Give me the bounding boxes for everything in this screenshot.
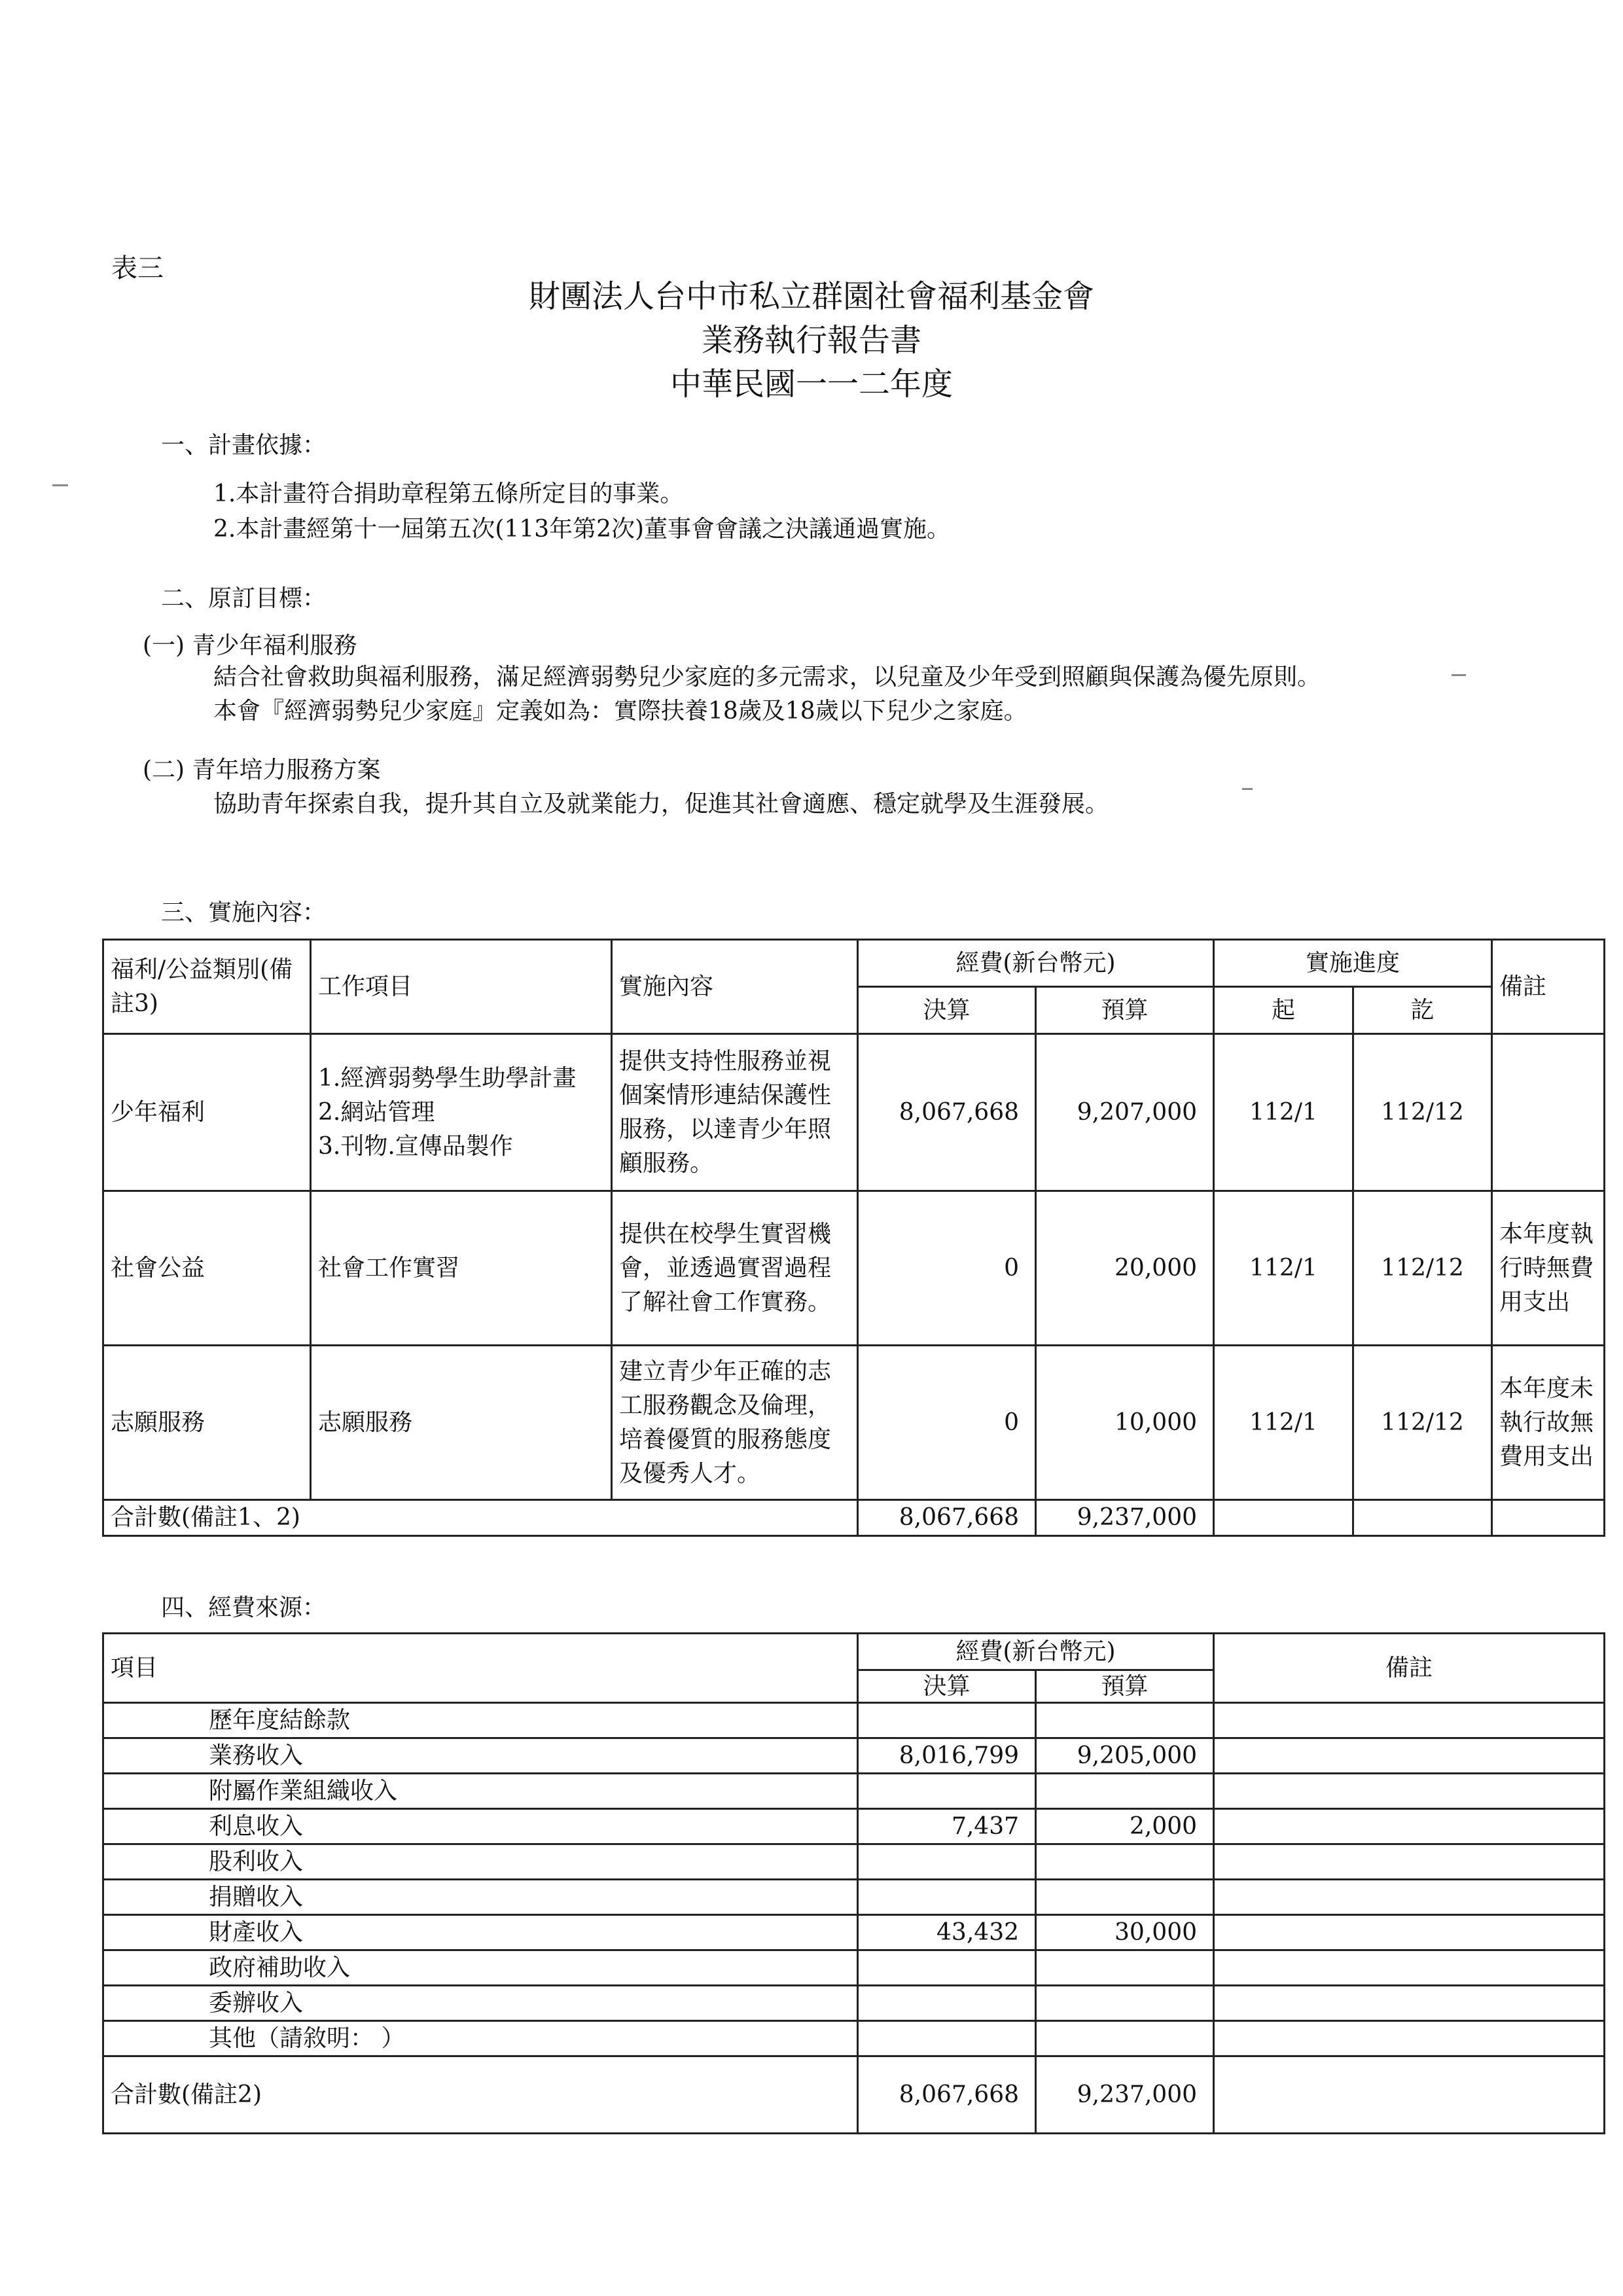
header-item: 工作項目 (311, 940, 612, 1034)
row-end: 112/12 (1353, 1034, 1492, 1191)
scan-speck (52, 484, 68, 486)
scan-speck (1452, 674, 1466, 676)
row-label: 股利收入 (103, 1844, 858, 1880)
header-content: 實施內容 (612, 940, 858, 1034)
row-content: 建立青少年正確的志工服務觀念及倫理，培養優質的服務態度及優秀人才。 (612, 1346, 858, 1500)
row-label: 業務收入 (103, 1738, 858, 1774)
total-start (1214, 1500, 1353, 1536)
row-content: 提供在校學生實習機會，並透過實習過程了解社會工作實務。 (612, 1191, 858, 1346)
org-title: 財團法人台中市私立群園社會福利基金會 (528, 278, 1094, 315)
header-item: 項目 (103, 1634, 858, 1703)
row-category: 志願服務 (103, 1346, 311, 1500)
header-budget: 預算 (1036, 1670, 1214, 1703)
row-actual: 8,016,799 (858, 1738, 1036, 1774)
row-label: 政府補助收入 (103, 1950, 858, 1986)
table-tag: 表三 (111, 253, 164, 283)
goal-line: 結合社會救助與福利服務，滿足經濟弱勢兒少家庭的多元需求，以兒童及少年受到照顧與保護為優先原則。 (213, 664, 1321, 691)
total-label: 合計數(備註1、2) (103, 1500, 858, 1536)
row-remark (1214, 1986, 1605, 2021)
row-label: 其他（請敘明： ） (103, 2021, 858, 2056)
row-item: 志願服務 (318, 1408, 413, 1436)
row-budget (1036, 1703, 1214, 1738)
row-item: 2.網站管理 (318, 1098, 435, 1126)
table-row (103, 1738, 1605, 1774)
row-remark (1214, 1738, 1605, 1774)
table-row (103, 1986, 1605, 2021)
section1-item: 2.本計畫經第十一屆第五次(113年第2次)董事會會議之決議通過實施。 (213, 516, 951, 543)
row-actual (858, 1950, 1036, 1986)
header-actual: 決算 (858, 987, 1036, 1034)
total-remark (1492, 1500, 1605, 1536)
table-row (103, 1950, 1605, 1986)
report-title: 業務執行報告書 (701, 322, 921, 359)
row-actual: 7,437 (858, 1809, 1036, 1844)
header-category: 福利/公益類別(備註3) (103, 940, 311, 1034)
row-budget: 10,000 (1036, 1346, 1214, 1500)
table-row (103, 1034, 1605, 1191)
header-remark: 備註 (1492, 940, 1605, 1034)
section1-heading: 一、計畫依據： (161, 432, 327, 459)
section2-heading: 二、原訂目標： (161, 585, 327, 612)
row-items (311, 1346, 612, 1500)
total-remark (1214, 2056, 1605, 2134)
table-row (103, 2021, 1605, 2056)
total-actual: 8,067,668 (858, 2056, 1036, 2134)
header-funds: 經費(新台幣元) (858, 1634, 1214, 1670)
row-budget: 9,205,000 (1036, 1738, 1214, 1774)
goal-title: (一) 青少年福利服務 (143, 632, 357, 659)
table-row (103, 1809, 1605, 1844)
section1-item: 1.本計畫符合捐助章程第五條所定目的事業。 (213, 480, 684, 507)
row-actual (858, 1986, 1036, 2021)
header-actual: 決算 (858, 1670, 1036, 1703)
row-budget (1036, 1986, 1214, 2021)
table-row (103, 1915, 1605, 1950)
total-budget: 9,237,000 (1036, 2056, 1214, 2134)
goal-line: 協助青年探索自我，提升其自立及就業能力，促進其社會適應、穩定就學及生涯發展。 (213, 791, 1109, 817)
row-remark (1492, 1034, 1605, 1191)
row-budget (1036, 1774, 1214, 1809)
table-row (103, 1774, 1605, 1809)
row-end: 112/12 (1353, 1346, 1492, 1500)
row-label: 捐贈收入 (103, 1880, 858, 1915)
row-budget (1036, 2021, 1214, 2056)
table-row (103, 1844, 1605, 1880)
row-actual (858, 1880, 1036, 1915)
row-remark (1214, 1880, 1605, 1915)
total-budget: 9,237,000 (1036, 1500, 1214, 1536)
scan-speck (1242, 788, 1253, 790)
row-actual: 43,432 (858, 1915, 1036, 1950)
table-row (103, 1703, 1605, 1738)
total-end (1353, 1500, 1492, 1536)
row-start: 112/1 (1214, 1346, 1353, 1500)
row-remark (1214, 1703, 1605, 1738)
row-budget: 9,207,000 (1036, 1034, 1214, 1191)
total-row (103, 2056, 1605, 2134)
header-remark: 備註 (1214, 1634, 1605, 1703)
header-progress: 實施進度 (1214, 940, 1492, 987)
row-items (311, 1034, 612, 1191)
row-budget (1036, 1844, 1214, 1880)
row-remark (1214, 1915, 1605, 1950)
implementation-table (102, 939, 1605, 1537)
header-budget: 預算 (1036, 987, 1214, 1034)
table-row (103, 1346, 1605, 1500)
row-label: 利息收入 (103, 1809, 858, 1844)
row-remark: 本年度未執行故無費用支出 (1492, 1346, 1605, 1500)
row-budget: 2,000 (1036, 1809, 1214, 1844)
goal-title: (二) 青年培力服務方案 (143, 757, 381, 783)
row-item: 3.刊物.宣傳品製作 (318, 1132, 513, 1160)
total-actual: 8,067,668 (858, 1500, 1036, 1536)
row-start: 112/1 (1214, 1034, 1353, 1191)
total-row (103, 1500, 1605, 1536)
row-budget (1036, 1950, 1214, 1986)
row-remark (1214, 1809, 1605, 1844)
row-actual: 0 (858, 1191, 1036, 1346)
row-remark (1214, 1950, 1605, 1986)
header-end: 訖 (1353, 987, 1492, 1034)
row-label: 財產收入 (103, 1915, 858, 1950)
total-label: 合計數(備註2) (103, 2056, 858, 2134)
row-items (311, 1191, 612, 1346)
goal-line: 本會『經濟弱勢兒少家庭』定義如為：實際扶養18歲及18歲以下兒少之家庭。 (213, 698, 1027, 725)
header-start: 起 (1214, 987, 1353, 1034)
row-item: 社會工作實習 (318, 1254, 460, 1282)
row-remark (1214, 1844, 1605, 1880)
row-start: 112/1 (1214, 1191, 1353, 1346)
row-actual: 8,067,668 (858, 1034, 1036, 1191)
section3-heading: 三、實施內容： (161, 899, 327, 926)
row-content: 提供支持性服務並視個案情形連結保護性服務，以達青少年照顧服務。 (612, 1034, 858, 1191)
header-funds: 經費(新台幣元) (858, 940, 1214, 987)
row-remark: 本年度執行時無費用支出 (1492, 1191, 1605, 1346)
row-label: 附屬作業組織收入 (103, 1774, 858, 1809)
row-category: 少年福利 (103, 1034, 311, 1191)
row-remark (1214, 2021, 1605, 2056)
report-header (0, 275, 1623, 406)
row-category: 社會公益 (103, 1191, 311, 1346)
row-label: 歷年度結餘款 (103, 1703, 858, 1738)
row-actual (858, 1774, 1036, 1809)
row-actual (858, 1703, 1036, 1738)
row-item: 1.經濟弱勢學生助學計畫 (318, 1064, 577, 1092)
table-row (103, 1191, 1605, 1346)
row-budget (1036, 1880, 1214, 1915)
row-label: 委辦收入 (103, 1986, 858, 2021)
row-budget: 20,000 (1036, 1191, 1214, 1346)
row-remark (1214, 1774, 1605, 1809)
row-actual (858, 2021, 1036, 2056)
table-row (103, 1880, 1605, 1915)
year-title: 中華民國一一二年度 (669, 366, 953, 403)
row-actual: 0 (858, 1346, 1036, 1500)
row-actual (858, 1844, 1036, 1880)
row-budget: 30,000 (1036, 1915, 1214, 1950)
row-end: 112/12 (1353, 1191, 1492, 1346)
section4-heading: 四、經費來源： (161, 1594, 327, 1621)
funding-source-table (102, 1632, 1605, 2134)
